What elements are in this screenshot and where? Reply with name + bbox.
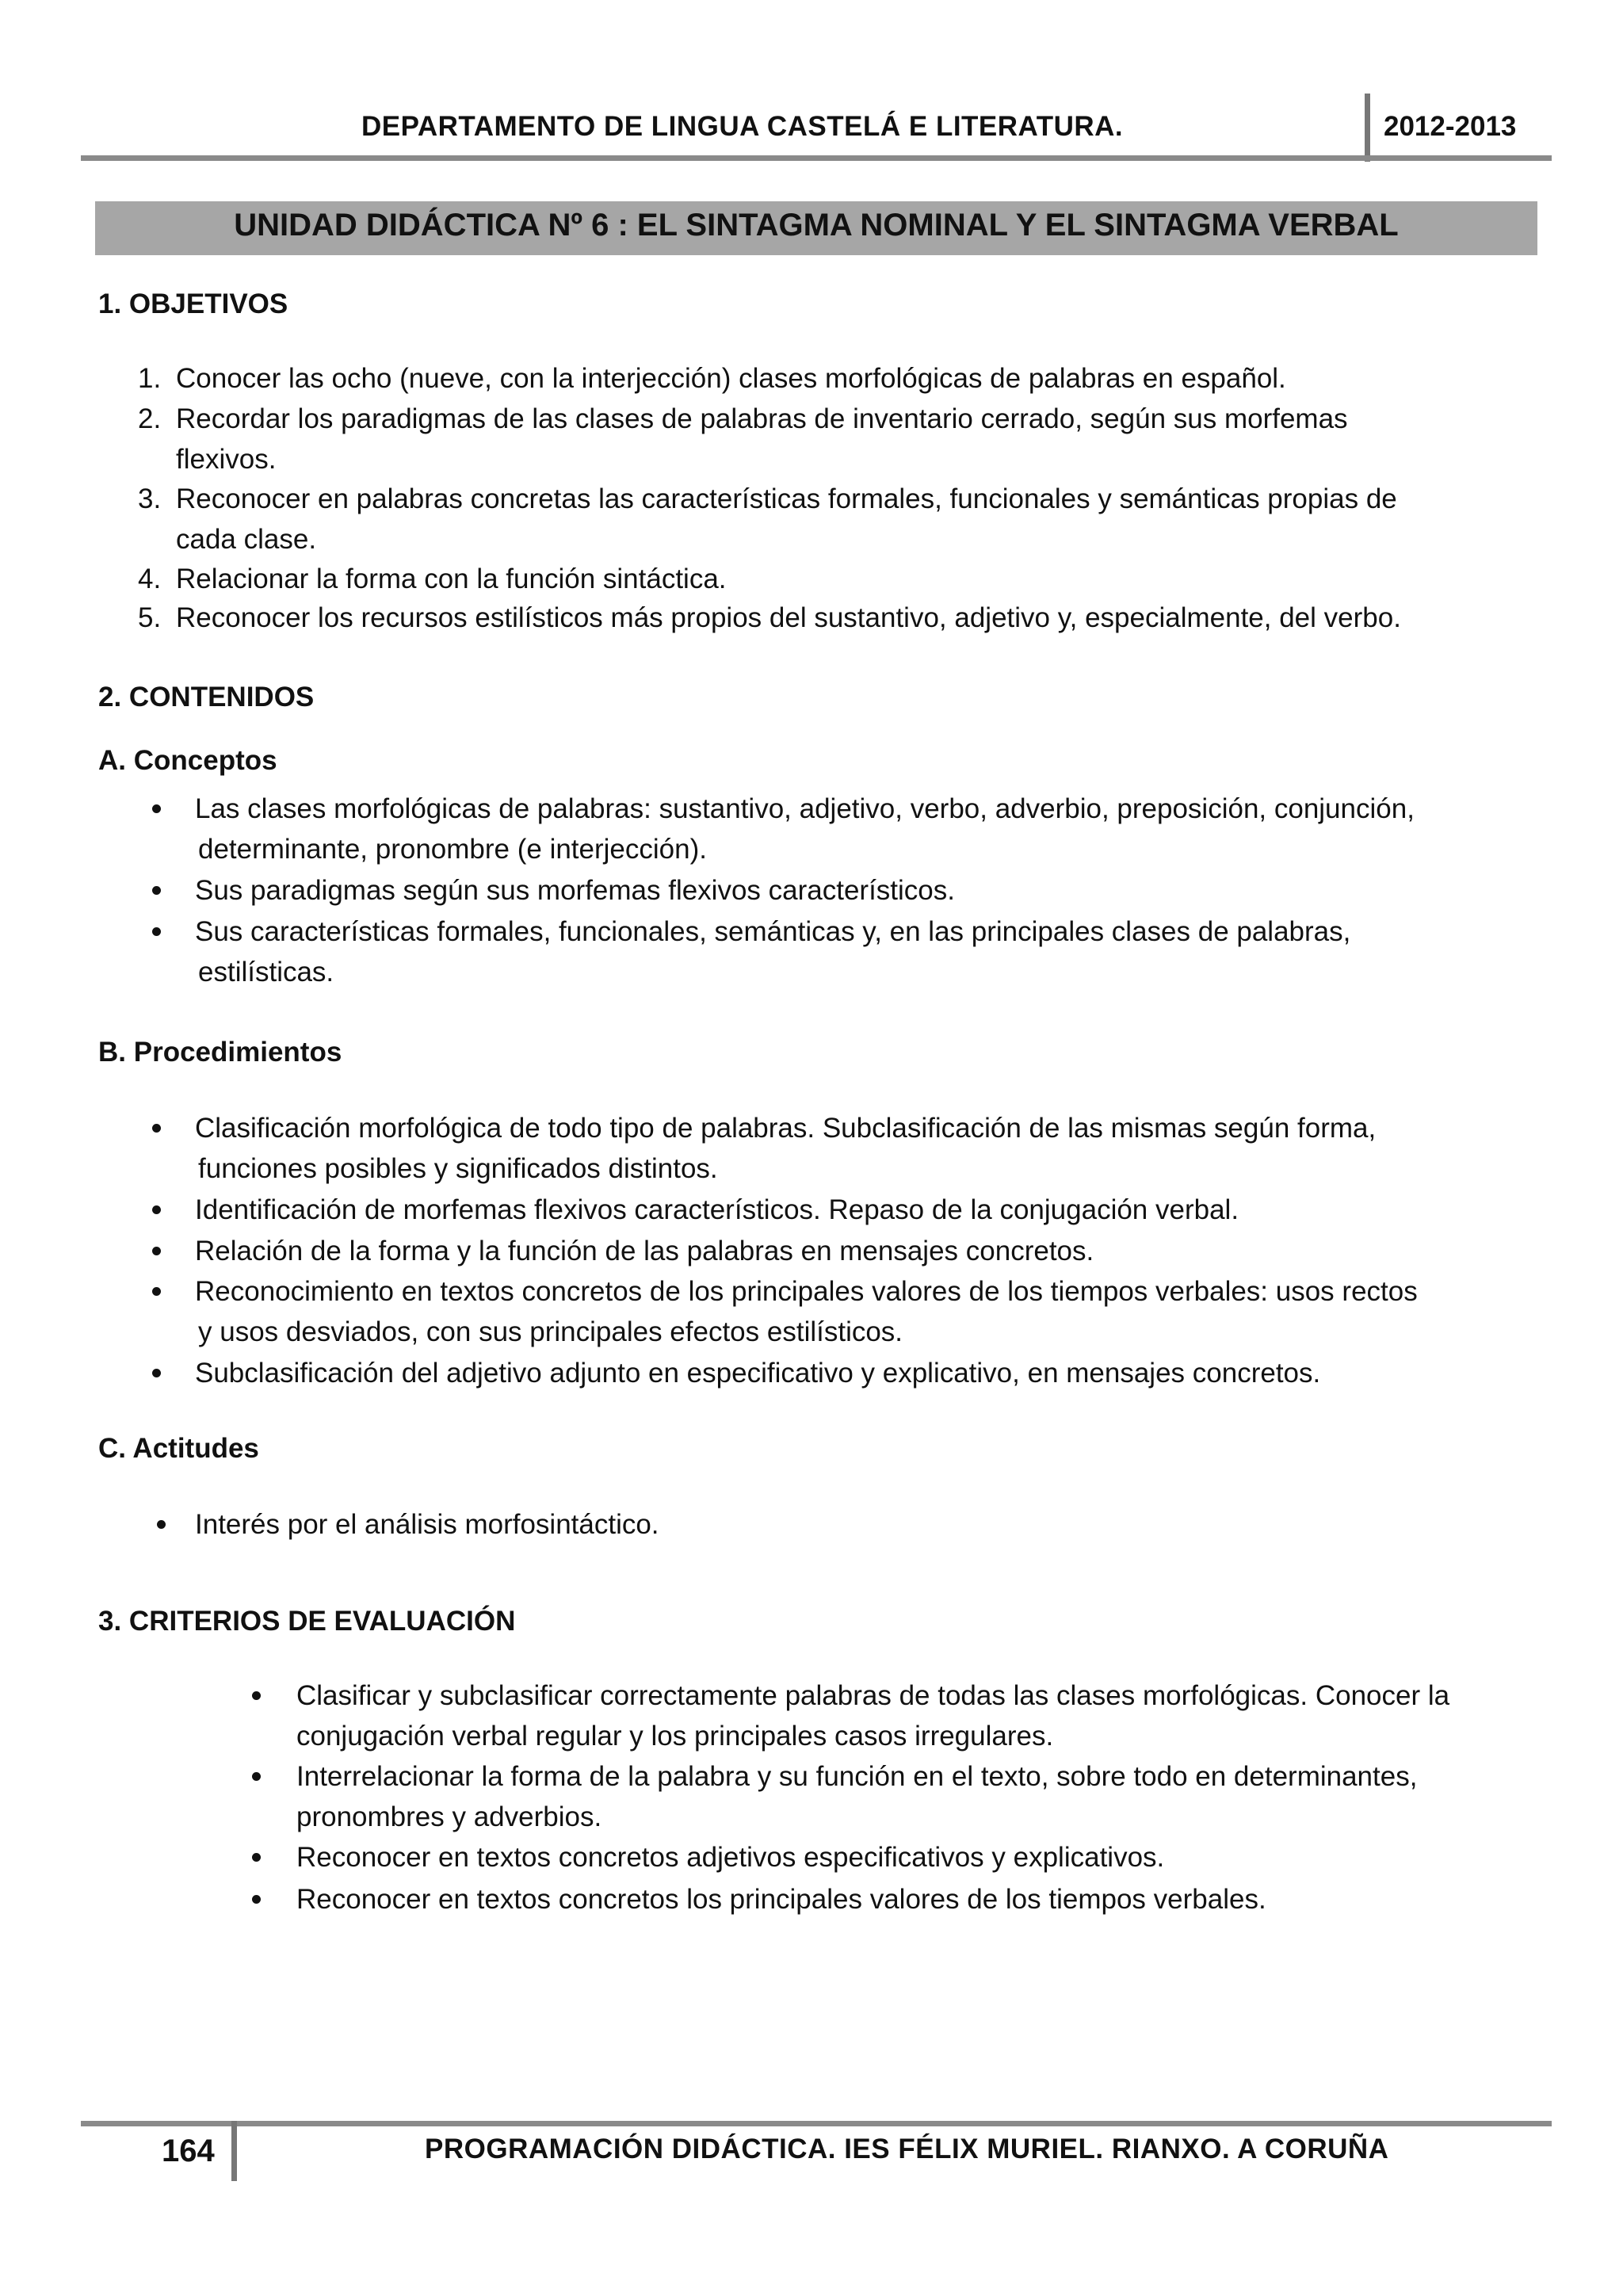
page-title: UNIDAD DIDÁCTICA Nº 6 : EL SINTAGMA NOMINAL Y EL SINTAGMA VERBAL bbox=[234, 208, 1399, 243]
concepto-text: Las clases morfológicas de palabras: sustantivo, adjetivo, verbo, adverbio, preposición, conjunción, bbox=[195, 793, 1415, 824]
procedimiento-text: Subclasificación del adjetivo adjunto en especificativo y explicativo, en mensajes concretos. bbox=[195, 1358, 1321, 1389]
objetivo-text: Relacionar la forma con la función sintáctica. bbox=[176, 563, 727, 594]
objetivo-number: 5. bbox=[138, 602, 162, 633]
header-department: DEPARTAMENTO DE LINGUA CASTELÁ E LITERATURA. bbox=[361, 111, 1124, 142]
subsection-heading-actitudes: C. Actitudes bbox=[98, 1433, 259, 1464]
criterio-text: Clasificar y subclasificar correctamente palabras de todas las clases morfológicas. Conocer la bbox=[296, 1680, 1450, 1711]
bullet-icon bbox=[152, 1124, 161, 1133]
bullet-icon bbox=[152, 1205, 161, 1214]
page-number: 164 bbox=[162, 2134, 215, 2168]
criterio-text: pronombres y adverbios. bbox=[296, 1801, 602, 1832]
objetivo-number: 3. bbox=[138, 483, 162, 514]
objetivo-text: flexivos. bbox=[176, 444, 277, 475]
bullet-icon bbox=[152, 886, 161, 895]
footer-rule bbox=[81, 2121, 1552, 2126]
objetivo-text: Reconocer los recursos estilísticos más propios del sustantivo, adjetivo y, especialmente, del verbo. bbox=[176, 602, 1401, 633]
bullet-icon bbox=[152, 1247, 161, 1255]
objetivo-text: Reconocer en palabras concretas las características formales, funcionales y semánticas propias de bbox=[176, 483, 1397, 514]
objetivo-number: 2. bbox=[138, 403, 162, 434]
objetivo-number: 4. bbox=[138, 563, 162, 594]
footer-divider bbox=[231, 2121, 237, 2181]
header-divider bbox=[1365, 94, 1370, 162]
criterio-text: Reconocer en textos concretos los principales valores de los tiempos verbales. bbox=[296, 1884, 1266, 1915]
bullet-icon bbox=[152, 1369, 161, 1377]
subsection-heading-conceptos: A. Conceptos bbox=[98, 745, 277, 776]
procedimiento-text: Clasificación morfológica de todo tipo de palabras. Subclasificación de las mismas según forma, bbox=[195, 1113, 1377, 1144]
concepto-text: Sus características formales, funcionales, semánticas y, en las principales clases de palabras, bbox=[195, 916, 1351, 947]
procedimiento-text: Identificación de morfemas flexivos característicos. Repaso de la conjugación verbal. bbox=[195, 1194, 1239, 1225]
header-year: 2012-2013 bbox=[1384, 111, 1517, 142]
bullet-icon bbox=[152, 927, 161, 936]
bullet-icon bbox=[152, 804, 161, 813]
concepto-text: estilísticas. bbox=[198, 957, 334, 988]
objetivo-number: 1. bbox=[138, 363, 162, 394]
subsection-heading-procedimientos: B. Procedimientos bbox=[98, 1037, 342, 1068]
concepto-text: determinante, pronombre (e interjección). bbox=[198, 834, 707, 865]
criterio-text: conjugación verbal regular y los principales casos irregulares. bbox=[296, 1721, 1054, 1752]
section-heading-objetivos: 1. OBJETIVOS bbox=[98, 288, 288, 319]
objetivo-text: Recordar los paradigmas de las clases de palabras de inventario cerrado, según sus morfemas bbox=[176, 403, 1348, 434]
objetivo-text: Conocer las ocho (nueve, con la interjección) clases morfológicas de palabras en español. bbox=[176, 363, 1286, 394]
criterio-text: Interrelacionar la forma de la palabra y su función en el texto, sobre todo en determinantes, bbox=[296, 1761, 1418, 1792]
section-heading-criterios: 3. CRITERIOS DE EVALUACIÓN bbox=[98, 1606, 516, 1637]
objetivo-text: cada clase. bbox=[176, 524, 317, 555]
bullet-icon bbox=[157, 1520, 166, 1529]
bullet-icon bbox=[252, 1691, 261, 1700]
actitud-text: Interés por el análisis morfosintáctico. bbox=[195, 1509, 659, 1540]
concepto-text: Sus paradigmas según sus morfemas flexivos característicos. bbox=[195, 875, 955, 906]
header-rule bbox=[81, 155, 1552, 161]
procedimiento-text: funciones posibles y significados distintos. bbox=[198, 1153, 718, 1184]
section-heading-contenidos: 2. CONTENIDOS bbox=[98, 682, 315, 712]
title-banner bbox=[95, 201, 1537, 255]
procedimiento-text: Reconocimiento en textos concretos de los principales valores de los tiempos verbales: usos rectos bbox=[195, 1276, 1418, 1307]
bullet-icon bbox=[152, 1287, 161, 1296]
procedimiento-text: Relación de la forma y la función de las palabras en mensajes concretos. bbox=[195, 1236, 1094, 1266]
bullet-icon bbox=[252, 1853, 261, 1862]
criterio-text: Reconocer en textos concretos adjetivos especificativos y explicativos. bbox=[296, 1842, 1165, 1873]
bullet-icon bbox=[252, 1772, 261, 1781]
footer-text: PROGRAMACIÓN DIDÁCTICA. IES FÉLIX MURIEL. RIANXO. A CORUÑA bbox=[425, 2134, 1389, 2164]
procedimiento-text: y usos desviados, con sus principales efectos estilísticos. bbox=[198, 1316, 903, 1347]
bullet-icon bbox=[252, 1895, 261, 1904]
